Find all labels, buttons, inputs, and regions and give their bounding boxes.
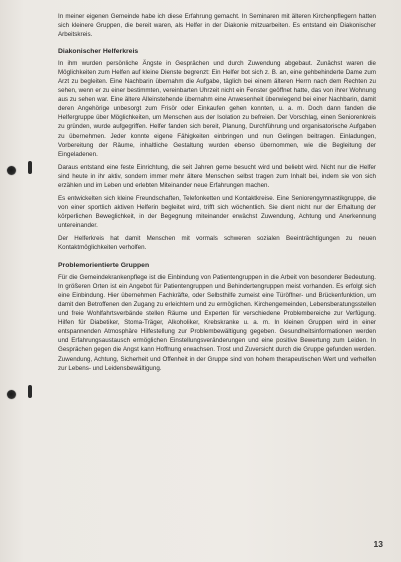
helferkreis-paragraph-1: In ihm wurden persönliche Ängste in Gesprächen und durch Zuwendung abgebaut. Zunächst waren die Möglichkeiten zum Helfen auf kleine Dienste begrenzt: Ein Helfer bot sich z. B. an, eine gehbehinderte Dame zum Arzt zu begleiten. Eine Nachbarin übernahm die Aufgabe, täglich bei einem älteren Herrn nach dem Rechten zu sehen, wenn er zu einer bestimmten, vereinbarten Uhrzeit nicht ein Fenster geöffnet hatte, das von ihrer Wohnung aus zu sehen war. Eine ältere Alleinstehende übernahm eine Anwesenheit überwiegend bei einer Nachbarin, damit deren Angehörige unbesorgt zum Frisör oder Einkaufen gehen konnten, u. a. m. Doch dann fanden die Helfergruppe über Möglichkeiten, um Menschen aus der Isolation zu befreien. Der Vorschlag, einen Seniorenkreis zu gründen, wurde aufgegriffen. Helfer fanden sich bereit, Planung, Durchführung und organisatorische Aufgaben zu übernehmen. Jeder konnte eigene Fähigkeiten einbringen und nun Gelingen beitragen. Einladungen, Vorbereitung der Räume, inhaltliche Gestaltung wurden ebenso übernommen, wie die Begleitung der Eingeladenen. <box>58 60 376 158</box>
intro-paragraph: In meiner eigenen Gemeinde habe ich diese Erfahrung gemacht. In Seminaren mit älteren Kirchenpflegern hatten sich kleinere Gruppen, die bereit waren, als Helfer in der Diakonie mitzuarbeiten. Es entstand ein Diakonischer Arbeitskreis. <box>58 13 376 39</box>
helferkreis-paragraph-2: Daraus entstand eine feste Einrichtung, die seit Jahren gerne besucht wird und beliebt wird. Nicht nur die Helfer sind heute in ihr aktiv, sondern immer mehr ältere Menschen selbst tragen zum Inhalt bei, indem sie von sich erzählen und im Leben und erlebten Miteinander neue Erfahrungen machen. <box>58 163 376 189</box>
helferkreis-paragraph-3: Es entwickelten sich kleine Freundschaften, Telefonketten und Kontaktkreise. Eine Seniorengymnastikgruppe, die von einer sportlich aktiven Helferin begleitet wird, trifft sich wöchentlich. Sie dient nicht nur der Erhaltung der körperlichen Beweglichkeit, in der Begegnung miteinander erwächst Zuwendung, Achtung und Anerkennung untereinander. <box>58 194 376 229</box>
binder-hole-bottom <box>7 390 16 399</box>
helferkreis-paragraph-4: Der Helferkreis hat damit Menschen mit vormals schweren sozialen Beeinträchtigungen zu neuen Kontaktmöglichkeiten verholfen. <box>58 234 376 252</box>
section-heading-helferkreis: Diakonischer Helferkreis <box>58 48 139 56</box>
binder-ring-mark-bottom <box>28 385 32 398</box>
section-heading-gruppen: Problemorientierte Gruppen <box>58 262 150 270</box>
page-number: 13 <box>373 539 383 549</box>
binder-ring-mark-top <box>28 161 32 174</box>
binder-hole-top <box>7 166 16 175</box>
page-content <box>58 12 376 377</box>
gruppen-paragraph-1: Für die Gemeindekrankenpflege ist die Einbindung von Patientengruppen in die Arbeit von besonderer Bedeutung. In größeren Orten ist ein Angebot für Patientengruppen und Behindertengruppen meist vorhanden. Es erfolgt sich eine Einbindung. Hier übernehmen Fachkräfte, oder Selbsthilfe zumeist eine Türöffner- und Brückenfunktion, um damit den Betroffenen den Zugang zu erleichtern und zu ermöglichen. Kirchengemeinden, Lebensberatungsstellen und freie Wohlfahrtsverbände stellen Räume und Experten für verschiedene Problembereiche zur Verfügung. Hilfen für Diabetiker, Stoma-Träger, Alkoholiker, Krebskranke u. a. m. In kleinen Gruppen wird in einer entspannenden Atmosphäre Hilfestellung zur Problembewältigung gegeben. Gesundheitsinformationen werden und Erfahrungsaustausch ermöglichen Einstellungsveränderungen und eine positive Bewertung zum Leiden. In Gesprächen gegen die Angst kann Hoffnung erwachsen. Trost und Zuversicht durch die Gruppe gefunden werden. Zuwendung, Achtung, Sicherheit und Offenheit in der Gruppe sind von hohem therapeutischen Wert und verhelfen zur Lebens- und Leidensbewältigung. <box>58 274 376 372</box>
